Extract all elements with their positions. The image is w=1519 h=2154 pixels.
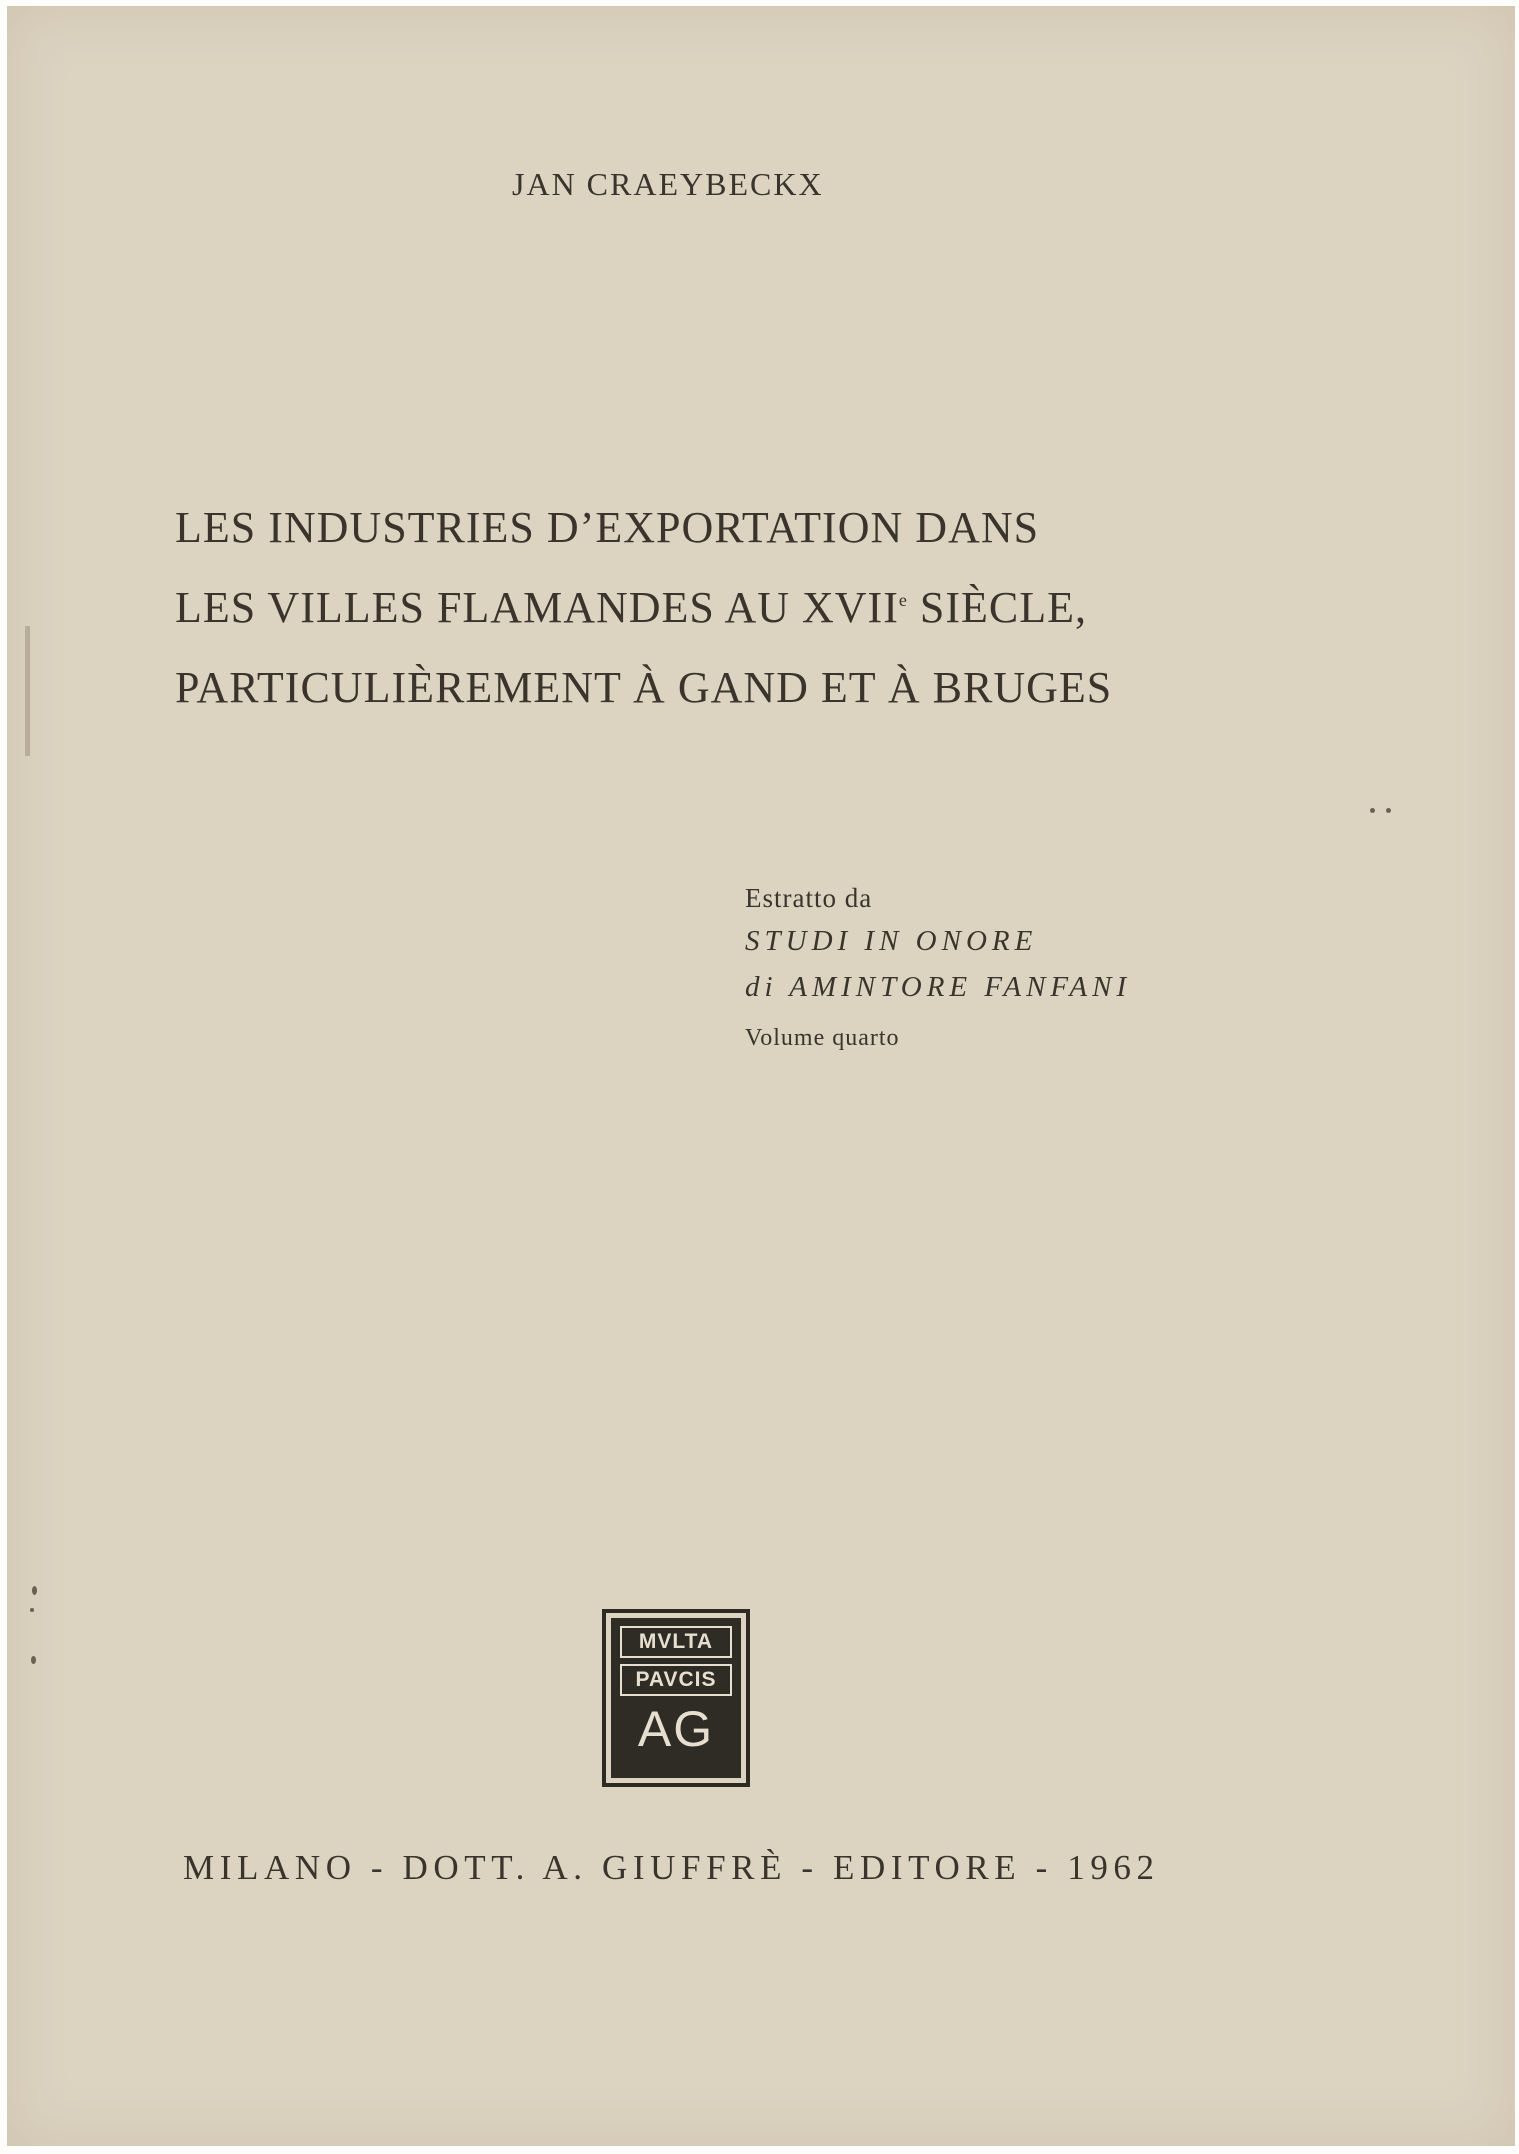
logo-word-paucis: PAVCIS (620, 1664, 732, 1696)
cover-page (7, 6, 1515, 2146)
publisher-imprint: MILANO - DOTT. A. GIUFFRÈ - EDITORE - 1962 (183, 1848, 1160, 1887)
extract-note (745, 878, 1225, 1056)
paper-speck (1386, 808, 1391, 813)
logo-monogram: AG (637, 1701, 715, 1757)
title-line-2 (175, 568, 1185, 648)
spine-wear-mark (25, 626, 30, 756)
series-title-line-2: di AMINTORE FANFANI (745, 971, 1132, 1003)
title-line-3: PARTICULIÈREMENT À GAND ET À BRUGES (175, 663, 1113, 712)
volume-label: Volume quarto (745, 1025, 900, 1051)
paper-speck (32, 1586, 37, 1595)
title-line-2-end: SIÈCLE, (907, 583, 1087, 632)
paper-speck (31, 1656, 36, 1664)
document-title (175, 488, 1185, 728)
century-ordinal-superscript: e (898, 590, 908, 610)
author-name: JAN CRAEYBECKX (512, 166, 824, 202)
paper-speck (30, 1608, 34, 1612)
extract-label: Estratto da (745, 883, 873, 913)
publisher-logo-plate (611, 1618, 741, 1778)
title-line-2-text: LES VILLES FLAMANDES AU XVII (175, 583, 899, 632)
paper-speck (1370, 808, 1375, 813)
title-line-1: LES INDUSTRIES D’EXPORTATION DANS (175, 503, 1040, 552)
logo-word-multa: MVLTA (620, 1626, 732, 1658)
publisher-logo (602, 1609, 750, 1787)
series-title-line-1: STUDI IN ONORE (745, 925, 1038, 957)
